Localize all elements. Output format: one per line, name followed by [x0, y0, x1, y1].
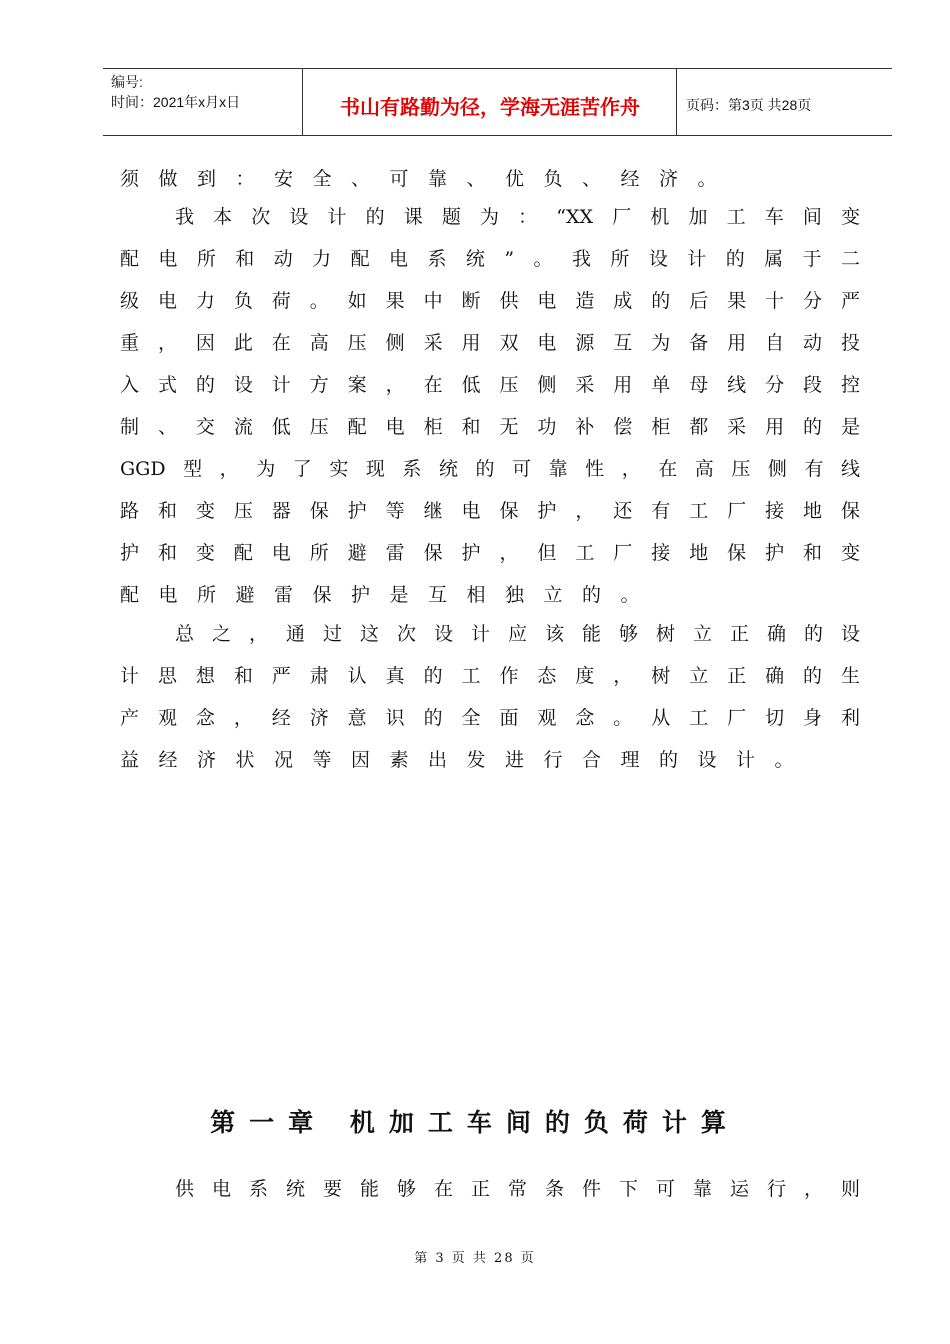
header-motto: 书山有路勤为径，学海无涯苦作舟: [340, 95, 640, 119]
header-meta-cell: [103, 69, 303, 135]
header-page-info: 页码：第3页 共28页: [686, 97, 812, 113]
chapter-body-line: 供电系统要能够在正常条件下可靠运行，则: [175, 1178, 860, 1200]
body-line: 产观念，经济意识的全面观念。从工厂切身利: [120, 707, 860, 729]
body-line: 护和变配电所避雷保护，但工厂接地保护和变: [120, 542, 860, 564]
document-time-label: 时间：2021年x月x日: [111, 94, 241, 110]
header-motto-cell: [303, 69, 677, 135]
document-number-label: 编号:: [111, 74, 143, 90]
body-line: 级电力负荷。如果中断供电造成的后果十分严: [120, 290, 860, 312]
page-header: [103, 68, 892, 136]
body-line: 我本次设计的课题为：“XX厂机加工车间变: [175, 206, 860, 228]
body-line: 配电所和动力配电系统”。我所设计的属于二: [120, 248, 860, 270]
body-line: 路和变压器保护等继电保护，还有工厂接地保: [120, 500, 860, 522]
body-line: 计思想和严肃认真的工作态度，树立正确的生: [120, 665, 860, 687]
body-line: 总之，通过这次设计应该能够树立正确的设: [175, 623, 860, 645]
body-line: GGD型，为了实现系统的可靠性，在高压侧有线: [120, 458, 860, 480]
body-line: 制、交流低压配电柜和无功补偿柜都采用的是: [120, 416, 860, 438]
body-line: 益经济状况等因素出发进行合理的设计。: [120, 749, 814, 771]
header-page-cell: [677, 69, 892, 135]
body-line: 须做到：安全、可靠、优负、经济。: [120, 168, 737, 190]
body-line: 配电所避雷保护是互相独立的。: [120, 584, 660, 606]
chapter-title: 第一章 机加工车间的负荷计算: [210, 1108, 740, 1137]
body-line: 重，因此在高压侧采用双电源互为备用自动投: [120, 332, 860, 354]
body-line: 入式的设计方案，在低压侧采用单母线分段控: [120, 374, 860, 396]
page-footer: 第 3 页 共 28 页: [414, 1251, 536, 1266]
